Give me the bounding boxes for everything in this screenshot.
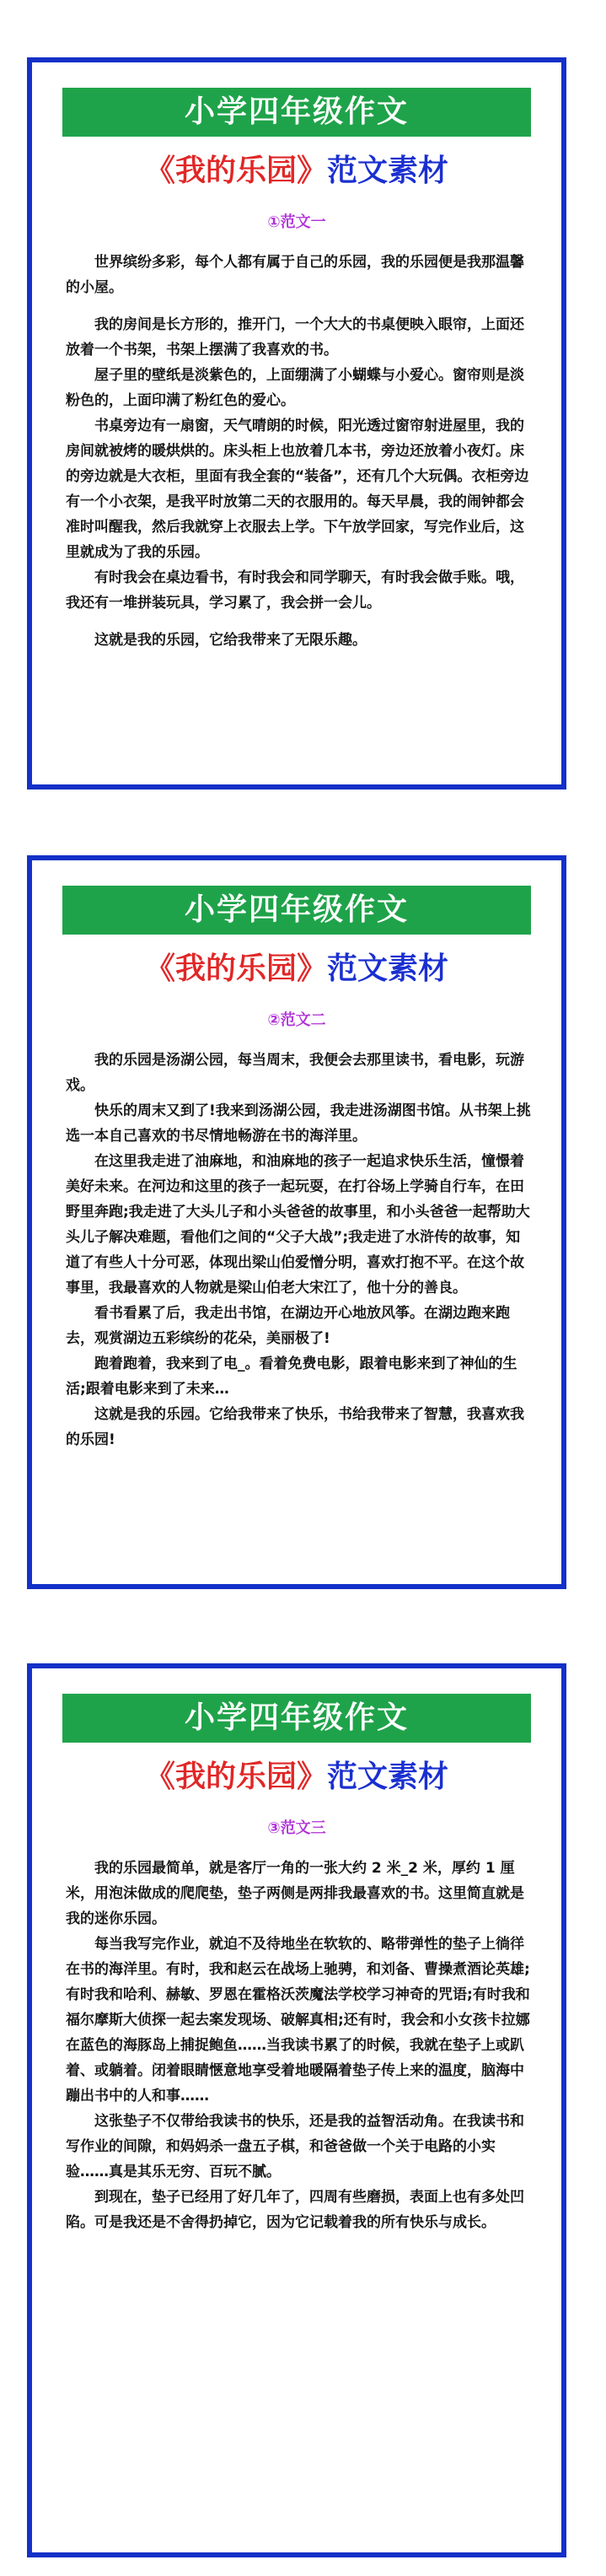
paragraph: 我的房间是长方形的，推开门，一个大大的书桌便映入眼帘，上面还放着一个书架，书架上摆满了我喜欢的书。 [66,316,524,358]
paragraph: 这就是我的乐园，它给我带来了无限乐趣。 [94,632,367,649]
paragraph: 我的乐园是汤湖公园，每当周末，我便会去那里读书，看电影，玩游戏。 [66,1052,524,1094]
card-subtitle [32,1756,561,1798]
card-subtitle [32,948,561,990]
paragraph: 看书看累了后，我走出书馆，在湖边开心地放风筝。在湖边跑来跑去，观赏湖边五彩缤纷的花朵，美丽极了! [66,1305,510,1347]
card-title: 小学四年级作文 [62,886,531,935]
paragraph: 到现在，垫子已经用了好几年了，四周有些磨损，表面上也有多处凹陷。可是我还是不舍得扔掉它，因为它记载着我的所有快乐与成长。 [66,2189,524,2231]
essay-body [66,1856,531,2235]
essay-label: ③范文三 [267,1819,326,1837]
essay-label: ①范文一 [267,213,326,231]
subtitle-essay-name: 《我的乐园》 [144,154,327,188]
essay-card-1 [27,57,566,790]
paragraph: 这就是我的乐园。它给我带来了快乐，书给我带来了智慧，我喜欢我的乐园! [66,1406,524,1448]
paragraph: 这张垫子不仅带给我读书的快乐，还是我的益智活动角。在我读书和写作业的间隙，和妈妈杀一盘五子棋，和爸爸做一个关于电路的小实验……真是其乐无穷、百玩不腻。 [66,2113,524,2180]
paragraph: 我的乐园最简单，就是客厅一角的一张大约 2 米_2 米，厚约 1 厘米，用泡沫做成的爬爬垫，垫子两侧是两排我最喜欢的书。这里简直就是我的迷你乐园。 [66,1860,524,1927]
card-subtitle [32,150,561,192]
card-title: 小学四年级作文 [62,88,531,137]
subtitle-essay-name: 《我的乐园》 [144,1760,327,1794]
paragraph: 快乐的周末又到了!我来到汤湖公园，我走进汤湖图书馆。从书架上挑选一本自己喜欢的书尽情地畅游在书的海洋里。 [66,1102,531,1145]
card-title: 小学四年级作文 [62,1694,531,1743]
paragraph: 书桌旁边有一扇窗，天气晴朗的时候，阳光透过窗帘射进屋里，我的房间就被烤的暖烘烘的。床头柜上也放着几本书，旁边还放着小夜灯。床的旁边就是大衣柜，里面有我全套的“装备”，还有几个大玩偶。衣柜旁边有一个小衣架，是我平时放第二天的衣服用的。每天早晨，我的闹钟都会准时叫醒我，然后我就穿上衣服去上学。下午放学回家，写完作业后，这里就成为了我的乐园。 [66,418,529,561]
paragraph: 每当我写完作业，就迫不及待地坐在软软的、略带弹性的垫子上徜徉在书的海洋里。有时，我和赵云在战场上驰骋，和刘备、曹操煮酒论英雄;有时我和哈利、赫敏、罗恩在霍格沃茨魔法学校学习神奇的咒语;有时我和福尔摩斯大侦探一起去案发现场、破解真相;还有时，我会和小女孩卡拉娜在蓝色的海豚岛上捕捉鲍鱼……当我读书累了的时候，我就在垫子上或趴着、或躺着。闭着眼睛惬意地享受着地暖隔着垫子传上来的温度，脑海中蹦出书中的人和事…… [66,1936,530,2104]
essay-card-2 [27,855,566,1589]
paragraph: 跑着跑着，我来到了电_。看着免费电影，跟着电影来到了神仙的生活;跟着电影来到了未来… [66,1355,518,1398]
subtitle-essay-name: 《我的乐园》 [144,951,327,986]
paragraph: 世界缤纷多彩，每个人都有属于自己的乐园，我的乐园便是我那温馨的小屋。 [66,254,524,296]
subtitle-material: 范文素材 [327,154,449,188]
paragraph: 有时我会在桌边看书，有时我会和同学聊天，有时我会做手账。哦，我还有一堆拼装玩具，学习累了，我会拼一会儿。 [66,569,524,612]
paragraph: 在这里我走进了油麻地，和油麻地的孩子一起追求快乐生活，憧憬着美好未来。在河边和这里的孩子一起玩耍，在打谷场上学骑自行车，在田野里奔跑;我走进了大头儿子和小头爸爸的故事里，和小头爸爸一起帮助大头儿子解决难题，看他们之间的“父子大战”;我走进了水浒传的故事，知道了有些人十分可恶，体现出梁山伯爱憎分明，喜欢打抱不平。在这个故事里，我最喜欢的人物就是梁山伯老大宋江了，他十分的善良。 [66,1153,530,1296]
essay-label: ②范文二 [267,1011,326,1029]
essay-body [66,250,531,653]
essay-card-3 [27,1663,566,2557]
essay-body [66,1048,531,1452]
paragraph: 屋子里的壁纸是淡紫色的，上面绷满了小蝴蝶与小爱心。窗帘则是淡粉色的，上面印满了粉红色的爱心。 [66,367,524,409]
subtitle-material: 范文素材 [327,951,449,986]
subtitle-material: 范文素材 [327,1760,449,1794]
